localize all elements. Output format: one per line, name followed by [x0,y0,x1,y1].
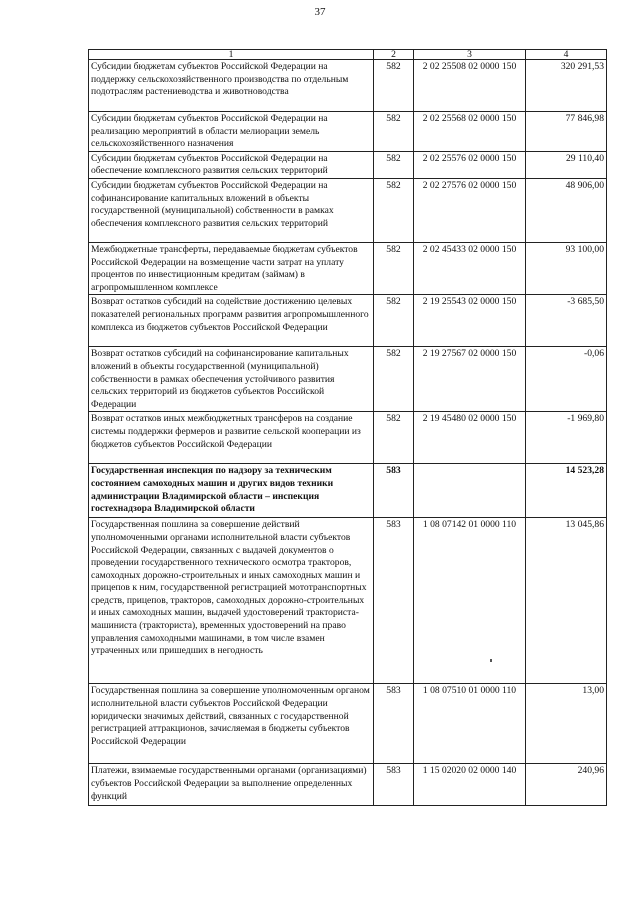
row-amount: 13,00 [526,684,607,764]
row-admin-code: 582 [374,112,414,152]
row-classification-code: 2 02 25568 02 0000 150 [414,112,526,152]
row-classification-code: 2 19 25543 02 0000 150 [414,295,526,347]
row-admin-code: 582 [374,178,414,242]
table-row [89,112,607,152]
row-admin-code: 582 [374,412,414,464]
column-header-2: 2 [374,50,414,60]
row-name: Возврат остатков субсидий на софинансирование капитальных вложений в объекты государственной (муниципальной) собственности в рамках обеспечения устойчивого развития сельских территорий из бюджетов субъектов Российской Федерации [89,347,374,412]
row-classification-code: 1 15 02020 02 0000 140 [414,764,526,806]
row-name: Субсидии бюджетам субъектов Российской Федерации на обеспечение комплексного развития сельских территорий [89,151,374,178]
row-amount: 320 291,53 [526,60,607,112]
row-amount: -1 969,80 [526,412,607,464]
row-admin-code: 582 [374,151,414,178]
row-classification-code: 2 02 25576 02 0000 150 [414,151,526,178]
table-row [89,347,607,412]
row-admin-code: 582 [374,242,414,294]
row-admin-code: 583 [374,684,414,764]
row-amount: 29 110,40 [526,151,607,178]
row-name: Возврат остатков иных межбюджетных трансферов на создание системы поддержки фермеров и развитие сельской кооперации из бюджетов субъектов Российской Федерации [89,412,374,464]
row-name: Межбюджетные трансферты, передаваемые бюджетам субъектов Российской Федерации на возмещение части затрат на уплату процентов по инвестиционным кредитам (займам) в агропромышленном комплексе [89,242,374,294]
row-amount: 240,96 [526,764,607,806]
page-number: 37 [314,6,326,18]
row-name: Государственная пошлина за совершение уполномоченным органом исполнительной власти субъектов Российской Федерации юридически значимых действий, связанных с государственной регистрацией аттракционов, зачисляемая в бюджеты субъектов Российской Федерации [89,684,374,764]
row-name: Субсидии бюджетам субъектов Российской Федерации на реализацию мероприятий в области мелиорации земель сельскохозяйственного назначения [89,112,374,152]
row-amount: 93 100,00 [526,242,607,294]
table-row [89,60,607,112]
row-name: Государственная пошлина за совершение действий уполномоченными органами исполнительной власти субъектов Российской Федерации, связанных с выдачей документов о проведении государственного технического осмотра тракторов, самоходных дорожно-строительных и иных самоходных машин и прицепов к ним, государственной регистрацией мототранспортных средств, прицепов, тракторов, самоходных дорожно-строительных и иных самоходных машин, выдачей удостоверений тракториста-машиниста (тракториста), временных удостоверений на право управления самоходными машинами, в том числе взамен утраченных или пришедших в негодность [89,518,374,684]
row-classification-code: 2 02 45433 02 0000 150 [414,242,526,294]
row-amount: 13 045,86 [526,518,607,684]
row-admin-code: 582 [374,60,414,112]
section-name: Государственная инспекция по надзору за техническим состоянием самоходных машин и других видов техники администрации Владимирской области – инспекция гостехнадзора Владимирской области [89,464,374,518]
table-row [89,295,607,347]
table-row [89,764,607,806]
row-classification-code: 1 08 07510 01 0000 110 [414,684,526,764]
row-name: Субсидии бюджетам субъектов Российской Федерации на поддержку сельскохозяйственного производства по отдельным подотраслям растениеводства и животноводства [89,60,374,112]
row-name: Субсидии бюджетам субъектов Российской Федерации на софинансирование капитальных вложений в объекты государственной (муниципальной) собственности в рамках обеспечения комплексного развития сельских территорий [89,178,374,242]
row-name: Возврат остатков субсидий на содействие достижению целевых показателей региональных программ развития агропромышленного комплекса из бюджетов субъектов Российской Федерации [89,295,374,347]
column-header-1: 1 [89,50,374,60]
table-row-section [89,464,607,518]
section-amount: 14 523,28 [526,464,607,518]
table-row [89,178,607,242]
row-classification-code: 1 08 07142 01 0000 110 [414,518,526,684]
scan-artifact-mark [490,659,492,662]
table-row [89,518,607,684]
row-classification-code: 2 02 25508 02 0000 150 [414,60,526,112]
row-admin-code: 583 [374,518,414,684]
budget-revenue-table [88,49,607,806]
row-classification-code: 2 19 27567 02 0000 150 [414,347,526,412]
table-row [89,412,607,464]
table-header-row [89,50,607,60]
column-header-4: 4 [526,50,607,60]
section-classification-code [414,464,526,518]
row-amount: -3 685,50 [526,295,607,347]
row-amount: 48 906,00 [526,178,607,242]
section-admin-code: 583 [374,464,414,518]
table-row [89,684,607,764]
row-amount: -0,06 [526,347,607,412]
row-amount: 77 846,98 [526,112,607,152]
row-classification-code: 2 19 45480 02 0000 150 [414,412,526,464]
row-admin-code: 582 [374,295,414,347]
table-row [89,242,607,294]
row-admin-code: 582 [374,347,414,412]
row-name: Платежи, взимаемые государственными органами (организациями) субъектов Российской Федерации за выполнение определенных функций [89,764,374,806]
row-classification-code: 2 02 27576 02 0000 150 [414,178,526,242]
row-admin-code: 583 [374,764,414,806]
table-row [89,151,607,178]
column-header-3: 3 [414,50,526,60]
